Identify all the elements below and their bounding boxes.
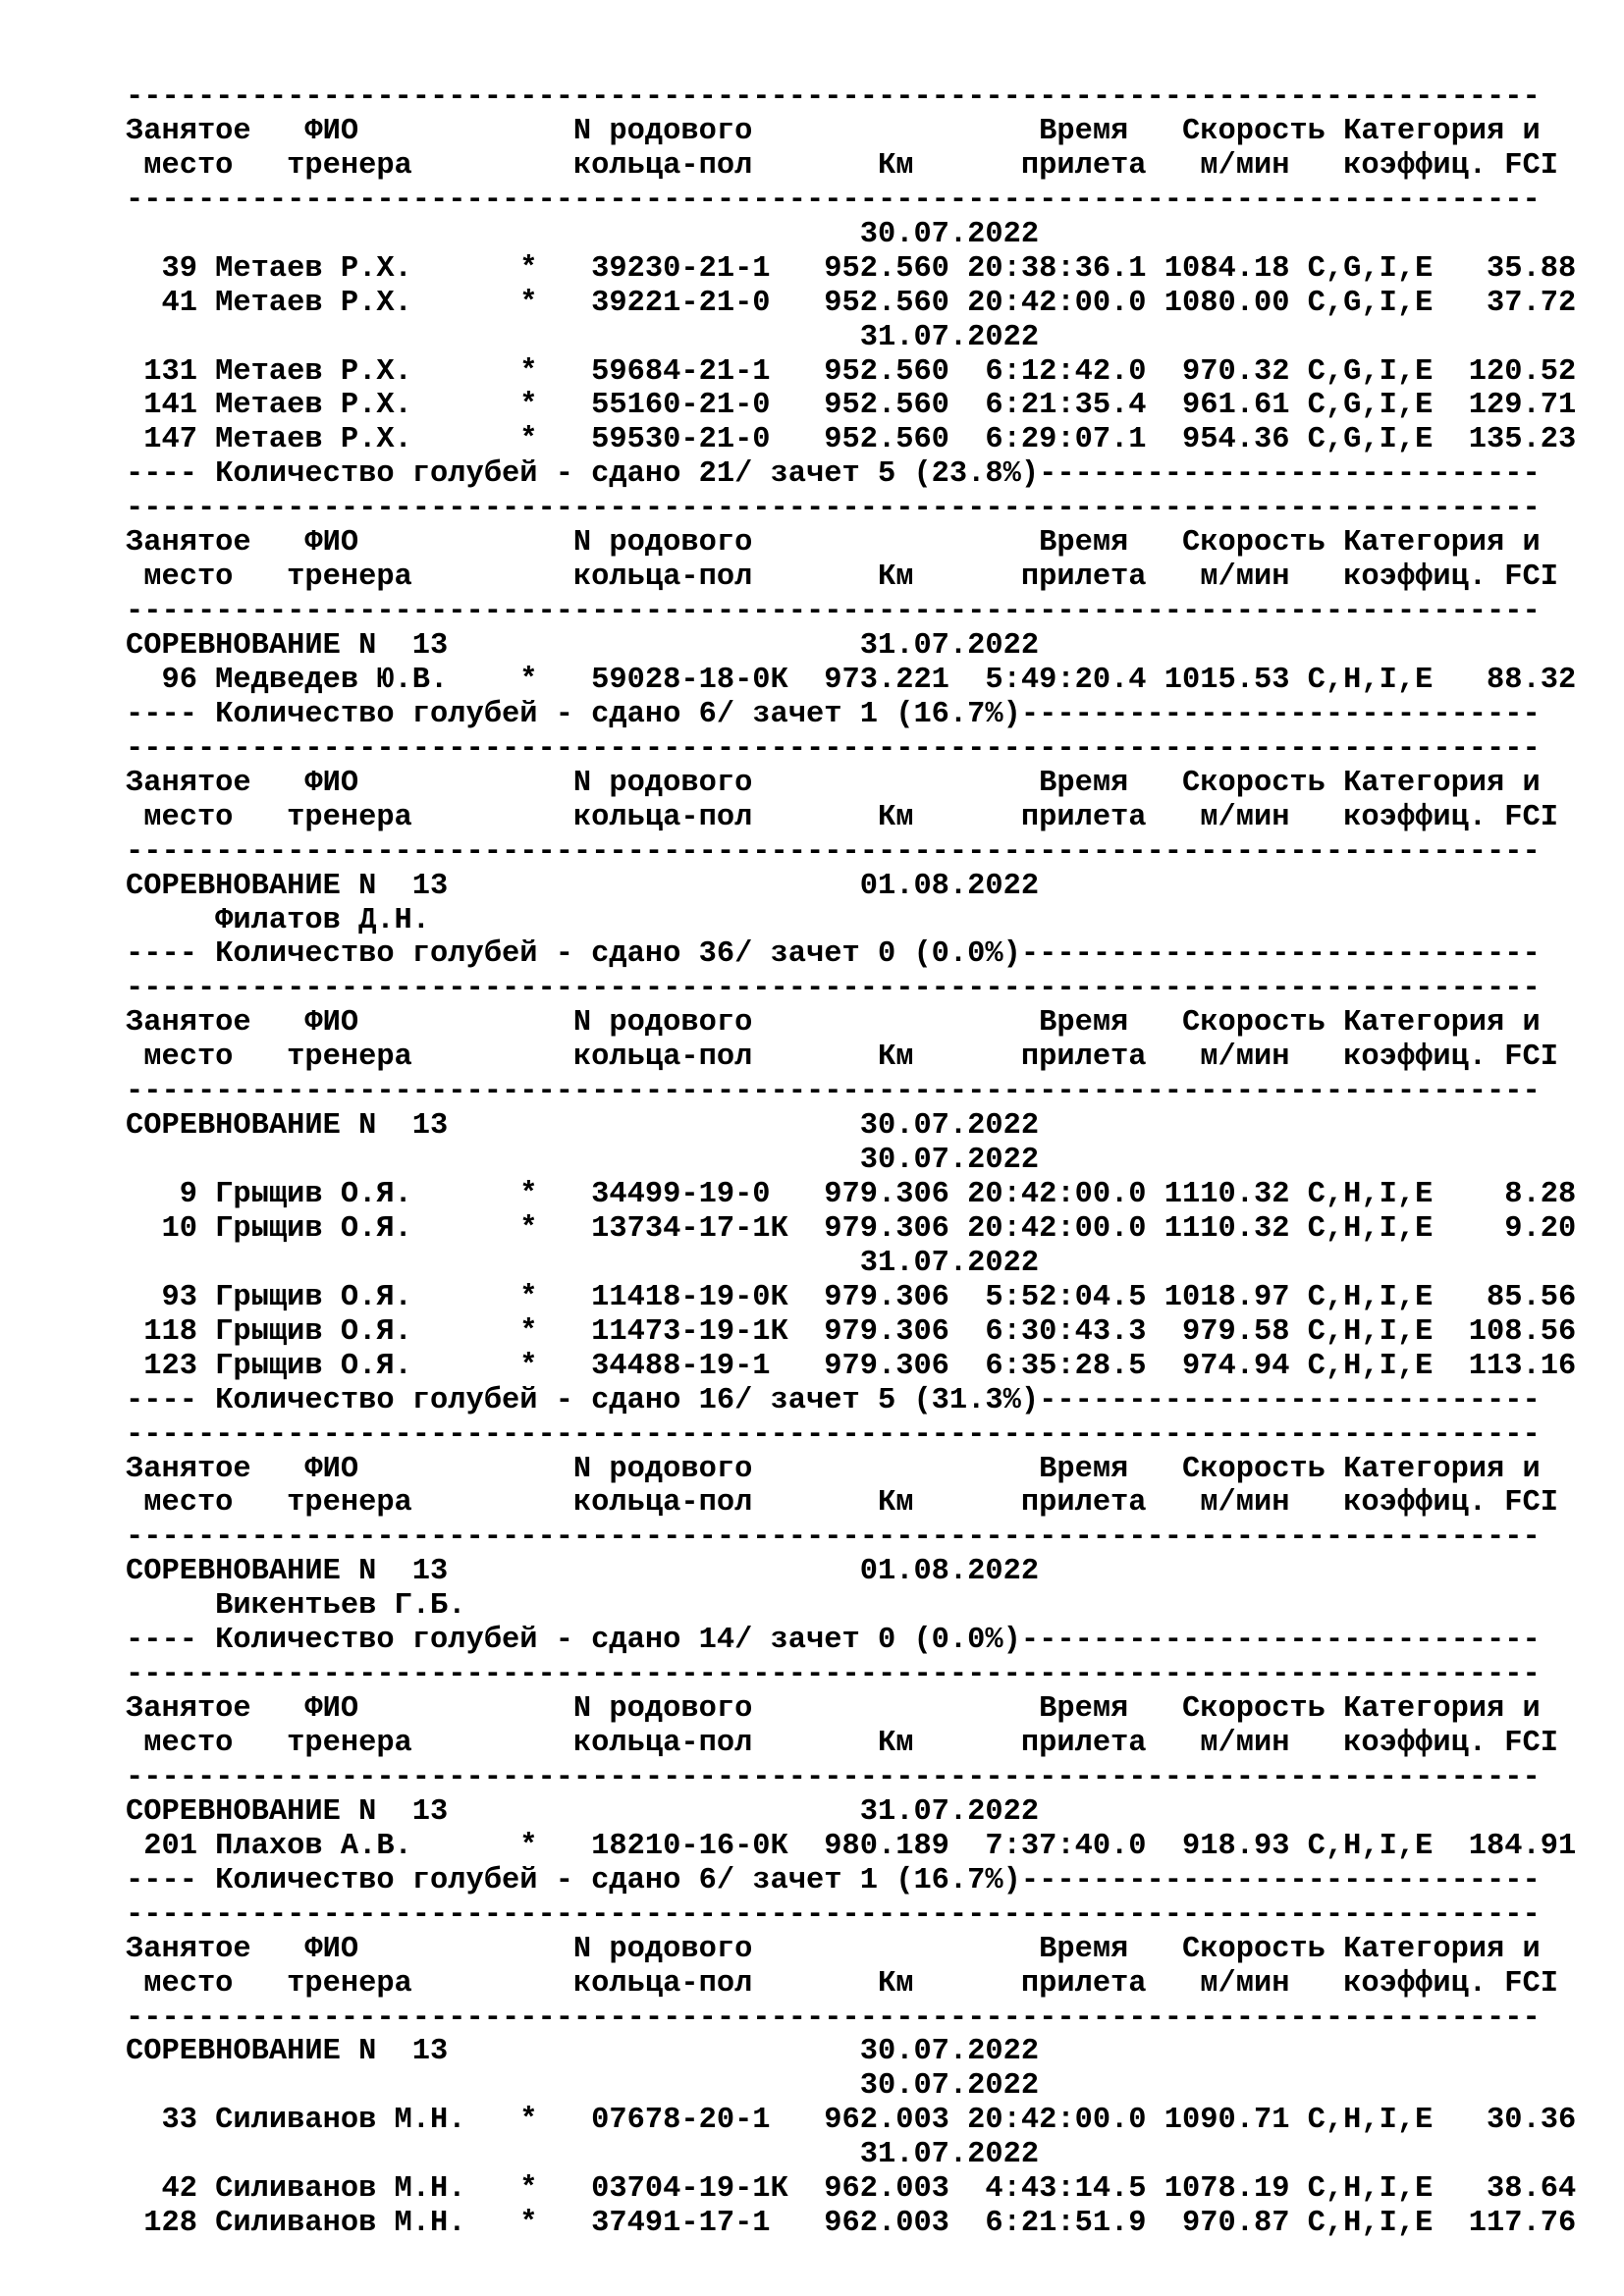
column-header-line: место тренера кольца-пол Км прилета м/мин коэффиц. FCI	[126, 148, 1558, 183]
date-line: 30.07.2022	[126, 2069, 1040, 2104]
summary-line: ---- Количество голубей - сдано 14/ зачет 0 (0.0%)-----------------------------	[126, 1624, 1541, 1658]
separator-line: -------------------------------------------------------------------------------	[126, 1521, 1541, 1555]
result-row: 123 Грыщив О.Я. * 34488-19-1 979.306 6:35:28.5 974.94 C,H,I,E 113.16	[126, 1349, 1577, 1383]
separator-line: -------------------------------------------------------------------------------	[126, 731, 1541, 766]
result-row: 10 Грыщив О.Я. * 13734-17-1К 979.306 20:42:00.0 1110.32 C,H,I,E 9.20	[126, 1211, 1577, 1246]
separator-line: -------------------------------------------------------------------------------	[126, 1075, 1541, 1109]
result-row: 147 Метаев Р.Х. * 59530-21-0 952.560 6:29:07.1 954.36 C,G,I,E 135.23	[126, 423, 1577, 457]
column-header-line: Занятое ФИО N родового Время Скорость Категория и	[126, 114, 1541, 148]
separator-line: -------------------------------------------------------------------------------	[126, 972, 1541, 1006]
trainer-line: Викентьев Г.Б.	[126, 1589, 466, 1624]
separator-line: -------------------------------------------------------------------------------	[126, 183, 1541, 217]
date-line: 31.07.2022	[126, 1246, 1040, 1280]
column-header-line: Занятое ФИО N родового Время Скорость Категория и	[126, 1932, 1541, 1966]
column-header-line: Занятое ФИО N родового Время Скорость Категория и	[126, 1692, 1541, 1727]
competition-header-line: СОРЕВНОВАНИЕ N 13 31.07.2022	[126, 629, 1040, 663]
date-line: 31.07.2022	[126, 320, 1040, 354]
summary-line: ---- Количество голубей - сдано 16/ зачет 5 (31.3%)----------------------------	[126, 1383, 1541, 1417]
column-header-line: место тренера кольца-пол Км прилета м/мин коэффиц. FCI	[126, 1966, 1558, 2001]
column-header-line: место тренера кольца-пол Км прилета м/мин коэффиц. FCI	[126, 1727, 1558, 1760]
separator-line: -------------------------------------------------------------------------------	[126, 834, 1541, 869]
separator-line: -------------------------------------------------------------------------------	[126, 1658, 1541, 1692]
column-header-line: место тренера кольца-пол Км прилета м/мин коэффиц. FCI	[126, 561, 1558, 595]
competition-header-line: СОРЕВНОВАНИЕ N 13 31.07.2022	[126, 1794, 1040, 1829]
result-row: 33 Силиванов М.Н. * 07678-20-1 962.003 20:42:00.0 1090.71 C,H,I,E 30.36	[126, 2104, 1577, 2138]
result-row: 201 Плахов А.В. * 18210-16-0К 980.189 7:37:40.0 918.93 C,H,I,E 184.91	[126, 1829, 1577, 1863]
competition-header-line: СОРЕВНОВАНИЕ N 13 30.07.2022	[126, 2035, 1040, 2069]
result-row: 141 Метаев Р.Х. * 55160-21-0 952.560 6:21:35.4 961.61 C,G,I,E 129.71	[126, 389, 1577, 423]
column-header-line: место тренера кольца-пол Км прилета м/мин коэффиц. FCI	[126, 800, 1558, 834]
result-row: 118 Грыщив О.Я. * 11473-19-1К 979.306 6:30:43.3 979.58 C,H,I,E 108.56	[126, 1314, 1577, 1349]
result-row: 93 Грыщив О.Я. * 11418-19-0К 979.306 5:52:04.5 1018.97 C,H,I,E 85.56	[126, 1280, 1577, 1314]
column-header-line: Занятое ФИО N родового Время Скорость Категория и	[126, 766, 1541, 800]
separator-line: -------------------------------------------------------------------------------	[126, 492, 1541, 526]
trainer-line: Филатов Д.Н.	[126, 903, 431, 937]
summary-line: ---- Количество голубей - сдано 21/ зачет 5 (23.8%)----------------------------	[126, 457, 1541, 492]
column-header-line: место тренера кольца-пол Км прилета м/мин коэффиц. FCI	[126, 1486, 1558, 1521]
separator-line: -------------------------------------------------------------------------------	[126, 80, 1541, 114]
column-header-line: Занятое ФИО N родового Время Скорость Категория и	[126, 1452, 1541, 1486]
separator-line: -------------------------------------------------------------------------------	[126, 1897, 1541, 1932]
report-document	[126, 80, 1576, 2241]
column-header-line: место тренера кольца-пол Км прилета м/мин коэффиц. FCI	[126, 1041, 1558, 1075]
result-row: 39 Метаев Р.Х. * 39230-21-1 952.560 20:38:36.1 1084.18 C,G,I,E 35.88	[126, 251, 1577, 286]
separator-line: -------------------------------------------------------------------------------	[126, 1760, 1541, 1794]
competition-header-line: СОРЕВНОВАНИЕ N 13 30.07.2022	[126, 1109, 1040, 1144]
result-row: 41 Метаев Р.Х. * 39221-21-0 952.560 20:42:00.0 1080.00 C,G,I,E 37.72	[126, 286, 1577, 320]
column-header-line: Занятое ФИО N родового Время Скорость Категория и	[126, 526, 1541, 561]
date-line: 30.07.2022	[126, 217, 1040, 251]
column-header-line: Занятое ФИО N родового Время Скорость Категория и	[126, 1006, 1541, 1041]
date-line: 31.07.2022	[126, 2138, 1040, 2172]
competition-header-line: СОРЕВНОВАНИЕ N 13 01.08.2022	[126, 869, 1040, 903]
result-row: 128 Силиванов М.Н. * 37491-17-1 962.003 6:21:51.9 970.87 C,H,I,E 117.76	[126, 2207, 1577, 2241]
summary-line: ---- Количество голубей - сдано 6/ зачет 1 (16.7%)-----------------------------	[126, 1863, 1541, 1897]
summary-line: ---- Количество голубей - сдано 6/ зачет 1 (16.7%)-----------------------------	[126, 697, 1541, 731]
competition-header-line: СОРЕВНОВАНИЕ N 13 01.08.2022	[126, 1555, 1040, 1589]
separator-line: -------------------------------------------------------------------------------	[126, 1417, 1541, 1452]
summary-line: ---- Количество голубей - сдано 36/ зачет 0 (0.0%)-----------------------------	[126, 937, 1541, 972]
result-row: 131 Метаев Р.Х. * 59684-21-1 952.560 6:12:42.0 970.32 C,G,I,E 120.52	[126, 354, 1577, 389]
separator-line: -------------------------------------------------------------------------------	[126, 2001, 1541, 2035]
result-row: 96 Медведев Ю.В. * 59028-18-0К 973.221 5:49:20.4 1015.53 C,H,I,E 88.32	[126, 663, 1577, 697]
date-line: 30.07.2022	[126, 1144, 1040, 1178]
separator-line: -------------------------------------------------------------------------------	[126, 595, 1541, 629]
result-row: 42 Силиванов М.Н. * 03704-19-1К 962.003 4:43:14.5 1078.19 C,H,I,E 38.64	[126, 2172, 1577, 2207]
result-row: 9 Грыщив О.Я. * 34499-19-0 979.306 20:42:00.0 1110.32 C,H,I,E 8.28	[126, 1178, 1577, 1211]
